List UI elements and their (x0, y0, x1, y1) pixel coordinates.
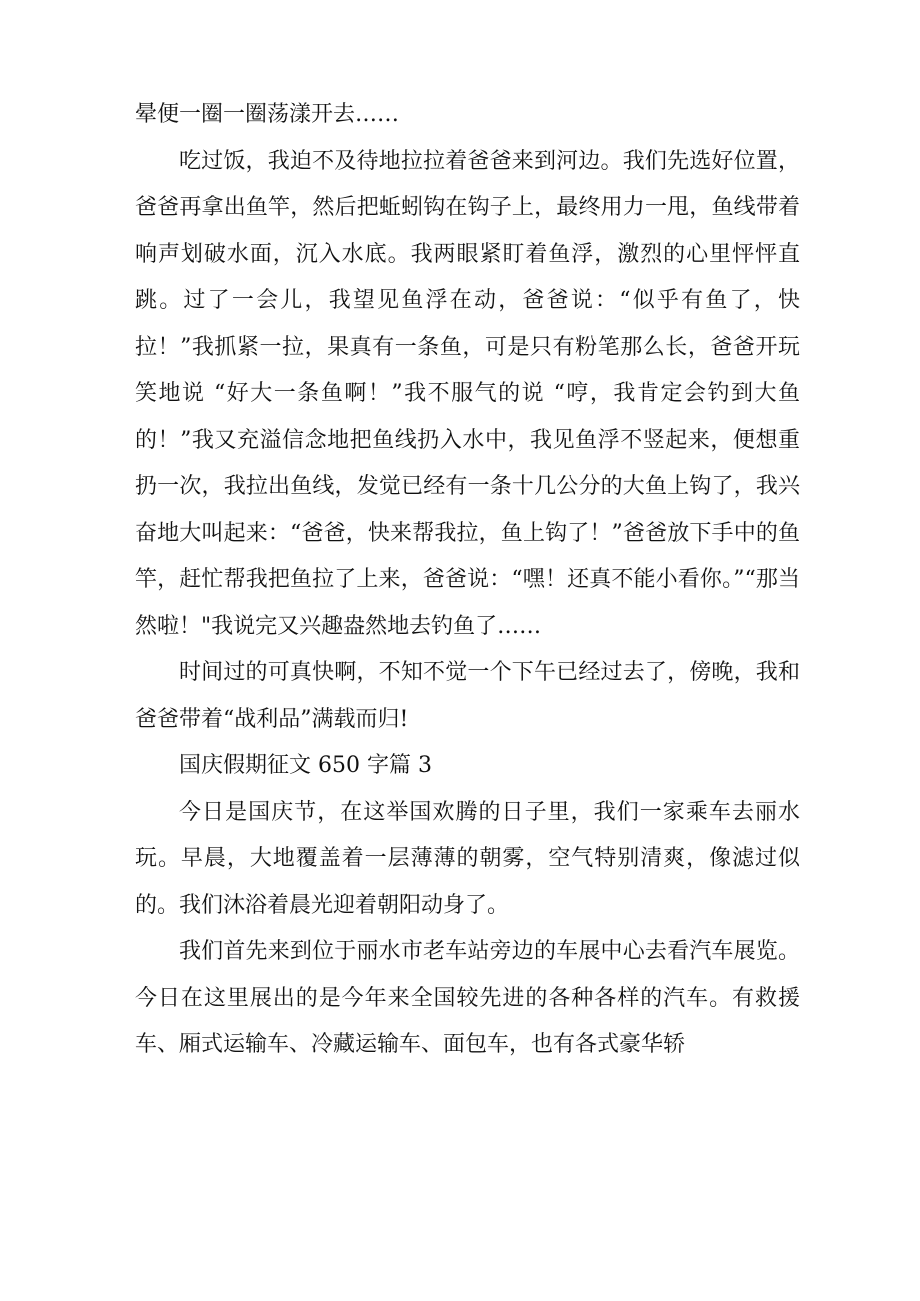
paragraph-continuation: 晕便一圈一圈荡漾开去…… (135, 102, 400, 127)
paragraph-evening: 时间过的可真快啊，不知不觉一个下午已经过去了，傍晚，我和爸爸带着“战利品”满载而归! (135, 660, 800, 732)
paragraph-fishing: 吃过饭，我迫不及待地拉拉着爸爸来到河边。我们先选好位置，爸爸再拿出鱼竿，然后把蚯蚓钩在钩子上，最终用力一甩，鱼线带着响声划破水面，沉入水底。我两眼紧盯着鱼浮，激烈的心里怦怦直跳。过了一会儿，我望见鱼浮在动，爸爸说：“似乎有鱼了，快拉！”我抓紧一拉，果真有一条鱼，可是只有粉笔那么长，爸爸开玩笑地说 “好大一条鱼啊！”我不服气的说 “哼，我肯定会钓到大鱼的！”我又充溢信念地把鱼线扔入水中，我见鱼浮不竖起来，便想重扔一次，我拉出鱼线，发觉已经有一条十几公分的大鱼上钩了，我兴奋地大叫起来：“爸爸，快来帮我拉，鱼上钩了！”爸爸放下手中的鱼竿，赶忙帮我把鱼拉了上来，爸爸说：“嘿！还真不能小看你。”“那当然啦！"我说完又兴趣盎然地去钓鱼了…… (135, 148, 800, 639)
paragraph-national-day: 今日是国庆节，在这举国欢腾的日子里，我们一家乘车去丽水玩。早晨，大地覆盖着一层薄薄的朝雾，空气特别清爽，像滤过似的。我们沐浴着晨光迎着朝阳动身了。 (135, 799, 800, 918)
section-heading: 国庆假期征文 650 字篇 3 (179, 753, 432, 778)
paragraph-car-show: 我们首先来到位于丽水市老车站旁边的车展中心去看汽车展览。今日在这里展出的是今年来全国较先进的各种各样的汽车。有救援车、厢式运输车、冷藏运输车、面包车，也有各式豪华轿 (135, 939, 800, 1057)
document-page (135, 92, 800, 1069)
